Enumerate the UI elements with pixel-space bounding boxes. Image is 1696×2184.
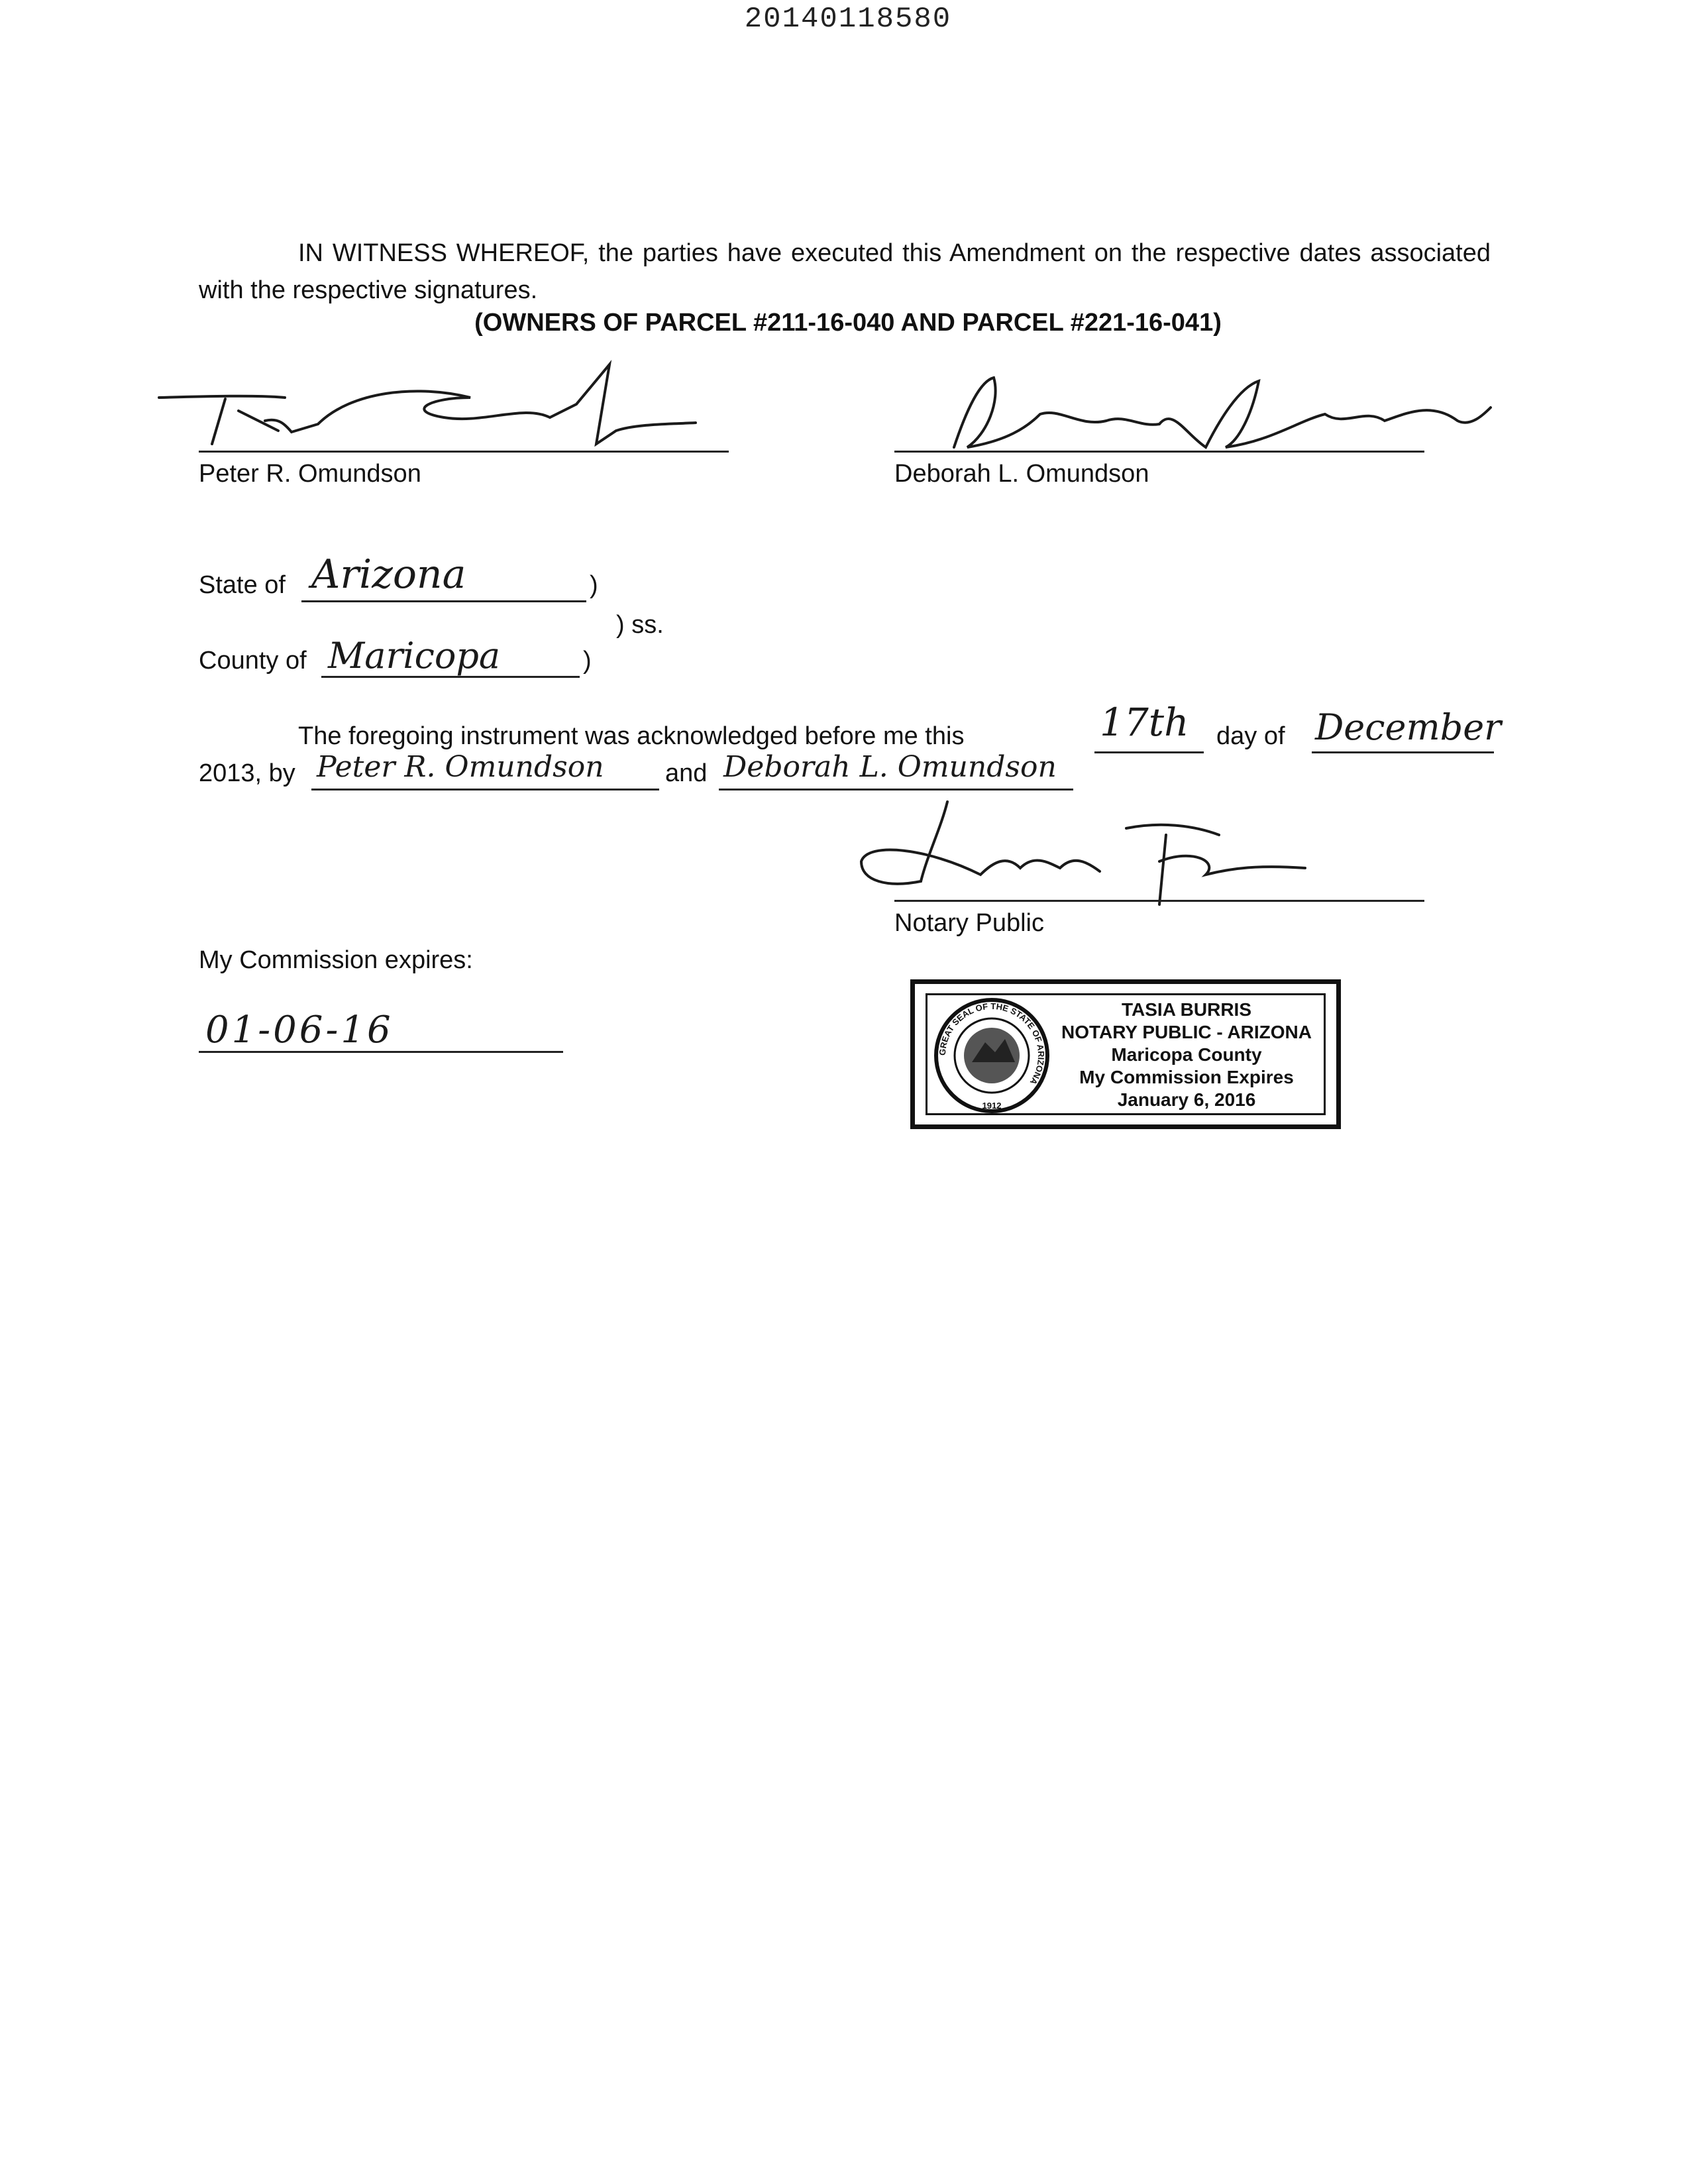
state-value: Arizona <box>311 551 466 598</box>
commission-label: My Commission expires: <box>199 946 473 974</box>
ack-month-line <box>1312 751 1494 753</box>
notary-stamp <box>910 979 1341 1129</box>
state-line <box>301 600 586 602</box>
witness-text: IN WITNESS WHEREOF, the parties have executed this Amendment on the respective dates associated with the respective signatures. <box>199 239 1491 304</box>
document-number: 20140118580 <box>744 3 952 36</box>
ack-text-start: The foregoing instrument was acknowledged before me this <box>298 722 965 750</box>
state-label: State of <box>199 571 286 599</box>
ack-month: December <box>1315 706 1501 748</box>
county-value: Maricopa <box>328 635 501 677</box>
signature-line-2 <box>894 451 1424 453</box>
ack-person1-line <box>311 789 659 791</box>
signature-notary <box>848 789 1325 914</box>
stamp-line-4: My Commission Expires <box>1079 1067 1294 1087</box>
witness-paragraph <box>199 235 1491 309</box>
seal-year: 1912 <box>982 1101 1002 1111</box>
notary-signature-line <box>894 900 1424 902</box>
signature-line-1 <box>199 451 729 453</box>
stamp-text-block <box>1041 999 1332 1111</box>
ack-day-of: day of <box>1216 722 1285 750</box>
signer1-name: Peter R. Omundson <box>199 460 421 488</box>
arizona-seal-icon <box>932 996 1051 1115</box>
stamp-line-1: TASIA BURRIS <box>1122 999 1251 1020</box>
seal-text: GREAT SEAL OF THE STATE OF ARIZONA <box>937 1001 1047 1087</box>
stamp-line-2: NOTARY PUBLIC - ARIZONA <box>1061 1022 1312 1042</box>
ack-person2: Deborah L. Omundson <box>723 750 1057 784</box>
stamp-line-3: Maricopa County <box>1111 1044 1262 1065</box>
signature-peter-omundson <box>152 358 722 457</box>
ack-person1: Peter R. Omundson <box>317 750 604 784</box>
owners-heading: (OWNERS OF PARCEL #211-16-040 AND PARCEL #221-16-041) <box>474 309 1222 337</box>
stamp-line-5: January 6, 2016 <box>1117 1089 1256 1110</box>
county-line <box>321 676 580 678</box>
ack-day: 17th <box>1100 700 1189 745</box>
notary-label: Notary Public <box>894 909 1044 937</box>
signature-deborah-omundson <box>928 368 1497 461</box>
state-paren: ) <box>590 571 598 599</box>
ack-day-line <box>1094 751 1204 753</box>
county-label: County of <box>199 647 307 675</box>
ack-year-by: 2013, by <box>199 759 295 787</box>
commission-line <box>199 1051 563 1053</box>
commission-value: 01-06-16 <box>205 1009 394 1052</box>
ack-and: and <box>665 759 708 787</box>
county-paren: ) <box>583 647 592 675</box>
signer2-name: Deborah L. Omundson <box>894 460 1149 488</box>
ss-label: ) ss. <box>616 611 664 639</box>
